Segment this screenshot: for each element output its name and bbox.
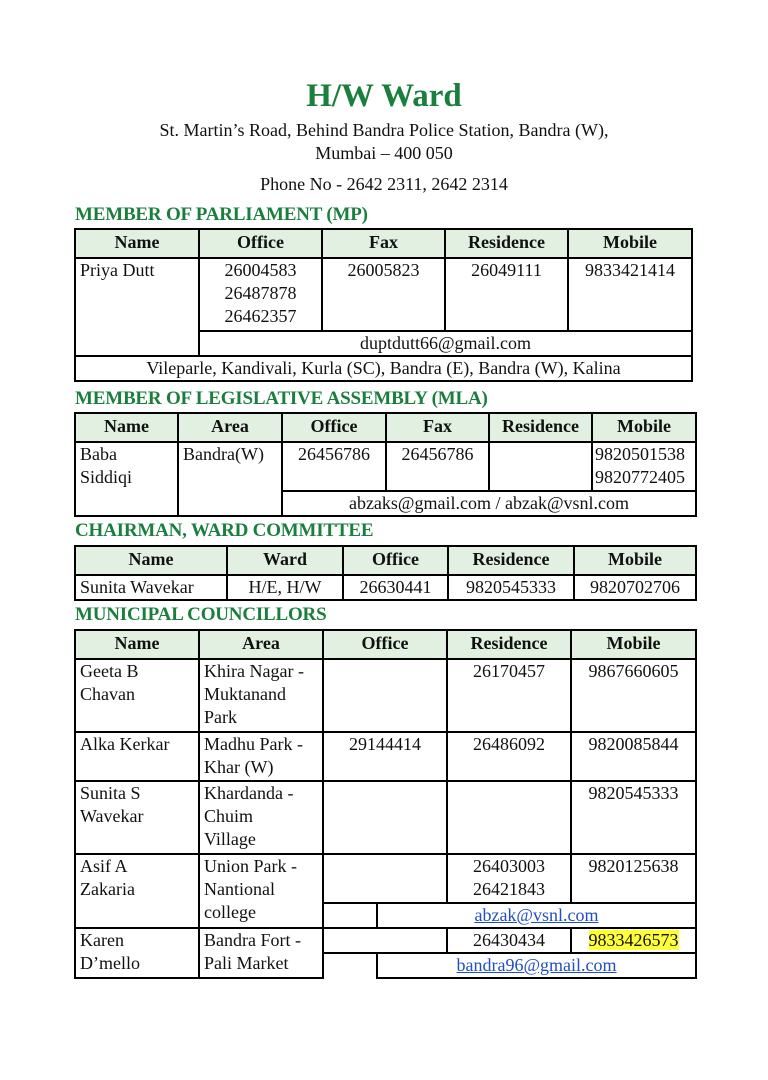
councillor-area (199, 781, 323, 854)
councillor-residence (447, 854, 571, 903)
name-line: Baba (80, 444, 117, 464)
mla-office: 26456786 (282, 442, 386, 491)
councillor-mobile: 9820545333 (571, 781, 696, 854)
col-header: Residence (489, 413, 592, 442)
name-line: Siddiqi (80, 467, 133, 487)
table-row (75, 732, 696, 781)
councillor-area (199, 659, 323, 732)
area-line: Pali Market (204, 953, 289, 973)
mla-heading: MEMBER OF LEGISLATIVE ASSEMBLY (MLA) (75, 388, 488, 409)
mp-heading: MEMBER OF PARLIAMENT (MP) (75, 204, 368, 225)
address-line-2: Mumbai – 400 050 (315, 143, 453, 163)
name-line: Asif A (80, 856, 128, 876)
mp-fax: 26005823 (322, 258, 445, 331)
col-header: Mobile (571, 630, 696, 659)
page-title: H/W Ward (306, 78, 462, 114)
area-line: college (204, 902, 256, 922)
councillor-office (323, 781, 447, 854)
area-line: Khar (W) (204, 757, 274, 777)
mla-fax: 26456786 (386, 442, 489, 491)
col-header: Residence (448, 546, 574, 575)
mla-table (74, 412, 697, 517)
email-link[interactable]: bandra96@gmail.com (456, 955, 617, 975)
councillor-name (75, 781, 199, 854)
table-row (75, 781, 696, 854)
email-link[interactable]: abzak@vsnl.com (474, 905, 599, 925)
col-header: Office (343, 546, 448, 575)
chairman-residence: 9820545333 (448, 575, 574, 600)
office-number: 26462357 (224, 306, 297, 326)
table-row (75, 928, 696, 953)
name-line: Wavekar (80, 806, 144, 826)
col-header: Residence (445, 229, 568, 258)
chairman-heading: CHAIRMAN, WARD COMMITTEE (75, 520, 374, 541)
mp-table (74, 228, 693, 382)
councillors-table (74, 629, 697, 979)
highlighted-mobile: 9833426573 (588, 930, 679, 950)
col-header: Mobile (568, 229, 692, 258)
area-line: Khira Nagar - (204, 661, 304, 681)
col-header: Office (282, 413, 386, 442)
col-header: Residence (447, 630, 571, 659)
chairman-office: 26630441 (343, 575, 448, 600)
councillor-residence: 26170457 (447, 659, 571, 732)
councillor-office (323, 659, 447, 732)
name-line: Karen (80, 930, 124, 950)
area-line: Union Park - (204, 856, 297, 876)
empty-cell (323, 953, 377, 978)
councillor-office (323, 928, 447, 953)
area-line: Muktanand (204, 684, 286, 704)
councillor-area (199, 854, 323, 928)
mp-name: Priya Dutt (75, 258, 199, 356)
col-header: Name (75, 229, 199, 258)
councillor-mobile: 9820125638 (571, 854, 696, 903)
area-line: Madhu Park - (204, 734, 303, 754)
mp-residence: 26049111 (445, 258, 568, 331)
name-line: Geeta B (80, 661, 139, 681)
councillor-mobile: 9820085844 (571, 732, 696, 781)
mp-areas: Vileparle, Kandivali, Kurla (SC), Bandra (E), Bandra (W), Kalina (75, 356, 692, 381)
name-line: Sunita S (80, 783, 141, 803)
councillor-area (199, 732, 323, 781)
phone-numbers: Phone No - 2642 2311, 2642 2314 (260, 174, 508, 194)
mla-email: abzaks@gmail.com / abzak@vsnl.com (282, 491, 696, 516)
mobile-number: 9820501538 (595, 444, 685, 464)
mp-office (199, 258, 322, 331)
mla-mobile (592, 442, 696, 491)
mla-residence (489, 442, 592, 491)
councillor-residence: 26430434 (447, 928, 571, 953)
councillor-residence: 26486092 (447, 732, 571, 781)
col-header: Name (75, 630, 199, 659)
councillor-email (377, 953, 696, 978)
col-header: Fax (322, 229, 445, 258)
councillors-heading: MUNICIPAL COUNCILLORS (75, 604, 327, 625)
area-line: Bandra Fort - (204, 930, 301, 950)
mp-email: duptdutt66@gmail.com (199, 331, 692, 356)
mla-name (75, 442, 178, 516)
table-row (75, 854, 696, 903)
col-header: Ward (227, 546, 343, 575)
col-header: Area (199, 630, 323, 659)
area-line: Chuim (204, 806, 254, 826)
col-header: Fax (386, 413, 489, 442)
councillor-mobile: 9867660605 (571, 659, 696, 732)
col-header: Mobile (574, 546, 696, 575)
mla-area: Bandra(W) (178, 442, 282, 516)
councillor-area (199, 928, 323, 978)
chairman-ward: H/E, H/W (227, 575, 343, 600)
name-line: Chavan (80, 684, 135, 704)
councillor-name (75, 854, 199, 928)
office-number: 26004583 (224, 260, 297, 280)
address-line-1: St. Martin’s Road, Behind Bandra Police Station, Bandra (W), (159, 120, 609, 140)
table-row (75, 659, 696, 732)
col-header: Area (178, 413, 282, 442)
area-line: Village (204, 829, 256, 849)
name-line: D’mello (80, 953, 140, 973)
councillor-email (377, 903, 696, 928)
chairman-table (74, 545, 697, 601)
residence-number: 26403003 (473, 856, 545, 876)
col-header: Name (75, 413, 178, 442)
mp-mobile: 9833421414 (568, 258, 692, 331)
name-line: Zakaria (80, 879, 135, 899)
councillor-name: Alka Kerkar (75, 732, 199, 781)
area-line: Nantional (204, 879, 275, 899)
area-line: Park (204, 707, 237, 727)
councillor-name (75, 659, 199, 732)
councillor-mobile (571, 928, 696, 953)
mobile-number: 9820772405 (595, 467, 685, 487)
chairman-mobile: 9820702706 (574, 575, 696, 600)
councillor-name (75, 928, 199, 978)
area-line: Khardanda - (204, 783, 294, 803)
councillor-residence (447, 781, 571, 854)
col-header: Name (75, 546, 227, 575)
chairman-name: Sunita Wavekar (75, 575, 227, 600)
residence-number: 26421843 (473, 879, 545, 899)
col-header: Office (323, 630, 447, 659)
office-number: 26487878 (224, 283, 297, 303)
councillor-office: 29144414 (323, 732, 447, 781)
councillor-office (323, 854, 447, 903)
empty-cell (323, 903, 377, 928)
col-header: Office (199, 229, 322, 258)
col-header: Mobile (592, 413, 696, 442)
